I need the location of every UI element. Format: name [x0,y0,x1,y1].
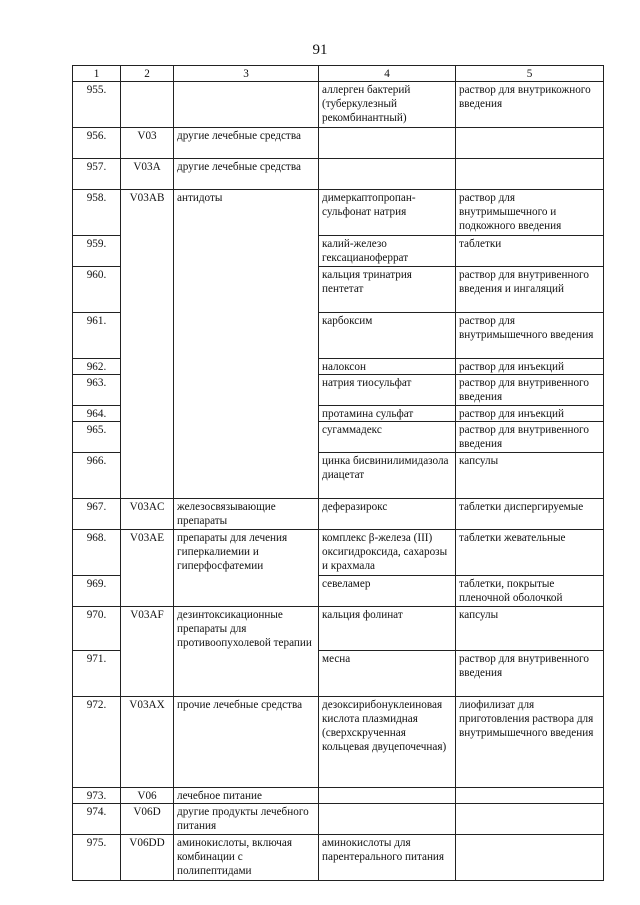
dosage-form [456,787,604,803]
dosage-form: раствор для внутримышечного и подкожного введения [456,190,604,236]
row-number: 958. [73,190,121,236]
atc-code: V03AC [121,499,174,530]
atc-code [121,313,174,359]
group-name [174,313,319,359]
atc-code: V06D [121,803,174,834]
atc-code: V06 [121,787,174,803]
group-name [174,267,319,313]
table-row [73,190,604,236]
atc-code: V03AB [121,190,174,236]
dosage-form: раствор для инъекций [456,406,604,422]
dosage-form [456,159,604,190]
table-row [73,787,604,803]
dosage-form: раствор для инъекций [456,359,604,375]
group-name [174,422,319,453]
row-number: 961. [73,313,121,359]
dosage-form: капсулы [456,607,604,651]
group-name [174,650,319,696]
group-name [174,576,319,607]
table-row [73,267,604,313]
row-number: 966. [73,453,121,499]
dosage-form: раствор для внутрикожного введения [456,82,604,128]
dosage-form [456,834,604,880]
row-number: 974. [73,803,121,834]
group-name: дезинтоксикационные препараты для противоопухолевой терапии [174,607,319,651]
atc-code [121,406,174,422]
group-name: аминокислоты, включая комбинации с полипептидами [174,834,319,880]
dosage-form: раствор для внутривенного введения [456,375,604,406]
table-row [73,128,604,159]
column-header: 2 [121,66,174,82]
atc-code [121,453,174,499]
atc-code: V06DD [121,834,174,880]
table-row [73,375,604,406]
table-row [73,453,604,499]
table-row [73,803,604,834]
dosage-form: лиофилизат для приготовления раствора для внутримышечного введения [456,696,604,787]
group-name: железосвязывающие препараты [174,499,319,530]
group-name [174,359,319,375]
row-number: 963. [73,375,121,406]
atc-code [121,576,174,607]
atc-code [121,236,174,267]
drug-name: сугаммадекс [319,422,456,453]
group-name: антидоты [174,190,319,236]
group-name [174,406,319,422]
drug-name [319,128,456,159]
column-header: 4 [319,66,456,82]
drug-name: аминокислоты для парентерального питания [319,834,456,880]
table-row [73,159,604,190]
atc-code [121,375,174,406]
atc-code: V03AX [121,696,174,787]
dosage-form: капсулы [456,453,604,499]
group-name: другие продукты лечебного питания [174,803,319,834]
table-row [73,313,604,359]
row-number: 973. [73,787,121,803]
drug-name [319,787,456,803]
row-number: 965. [73,422,121,453]
dosage-form [456,128,604,159]
column-header: 5 [456,66,604,82]
drug-name [319,159,456,190]
column-header: 1 [73,66,121,82]
drug-name: димеркаптопропан-сульфонат натрия [319,190,456,236]
row-number: 962. [73,359,121,375]
group-name: прочие лечебные средства [174,696,319,787]
drug-name: карбоксим [319,313,456,359]
atc-code: V03A [121,159,174,190]
atc-code [121,650,174,696]
group-name [174,375,319,406]
table-row [73,236,604,267]
table-row [73,499,604,530]
column-header: 3 [174,66,319,82]
dosage-form: таблетки диспергируемые [456,499,604,530]
group-name [174,453,319,499]
drug-name: комплекс β-железа (III) оксигидроксида, сахарозы и крахмала [319,530,456,576]
page-number: 91 [312,42,328,58]
row-number: 969. [73,576,121,607]
table-header-row [73,66,604,82]
dosage-form: раствор для внутримышечного введения [456,313,604,359]
table-row [73,406,604,422]
dosage-form: таблетки [456,236,604,267]
table-row [73,422,604,453]
drug-name: деферазирокс [319,499,456,530]
group-name [174,236,319,267]
dosage-form: раствор для внутривенного введения и ингаляций [456,267,604,313]
row-number: 972. [73,696,121,787]
atc-code [121,422,174,453]
row-number: 968. [73,530,121,576]
row-number: 970. [73,607,121,651]
row-number: 959. [73,236,121,267]
atc-code: V03AE [121,530,174,576]
dosage-form: раствор для внутривенного введения [456,422,604,453]
drug-name: протамина сульфат [319,406,456,422]
drug-name: месна [319,650,456,696]
row-number: 975. [73,834,121,880]
table-row [73,82,604,128]
drug-name: цинка бисвинилимидазола диацетат [319,453,456,499]
row-number: 955. [73,82,121,128]
group-name: другие лечебные средства [174,128,319,159]
drug-name: аллерген бактерий (туберкулезный рекомбинантный) [319,82,456,128]
atc-code: V03AF [121,607,174,651]
drug-name: севеламер [319,576,456,607]
row-number: 957. [73,159,121,190]
table-row [73,834,604,880]
group-name: лечебное питание [174,787,319,803]
group-name: препараты для лечения гиперкалиемии и гиперфосфатемии [174,530,319,576]
dosage-form: таблетки жевательные [456,530,604,576]
drug-name: дезоксирибонуклеиновая кислота плазмидная (сверхскрученная кольцевая двуцепочечная) [319,696,456,787]
drug-name: налоксон [319,359,456,375]
atc-code [121,359,174,375]
group-name: другие лечебные средства [174,159,319,190]
row-number: 964. [73,406,121,422]
dosage-form [456,803,604,834]
table-row [73,696,604,787]
drug-name [319,803,456,834]
table-row [73,576,604,607]
drug-name: натрия тиосульфат [319,375,456,406]
row-number: 956. [73,128,121,159]
atc-code [121,82,174,128]
atc-code: V03 [121,128,174,159]
table-row [73,650,604,696]
table-row [73,607,604,651]
drug-name: калий-железо гексацианоферрат [319,236,456,267]
drug-table [72,65,604,881]
row-number: 971. [73,650,121,696]
dosage-form: таблетки, покрытые пленочной оболочкой [456,576,604,607]
atc-code [121,267,174,313]
table-row [73,359,604,375]
row-number: 960. [73,267,121,313]
drug-name: кальция тринатрия пентетат [319,267,456,313]
group-name [174,82,319,128]
table-row [73,530,604,576]
row-number: 967. [73,499,121,530]
drug-name: кальция фолинат [319,607,456,651]
dosage-form: раствор для внутривенного введения [456,650,604,696]
